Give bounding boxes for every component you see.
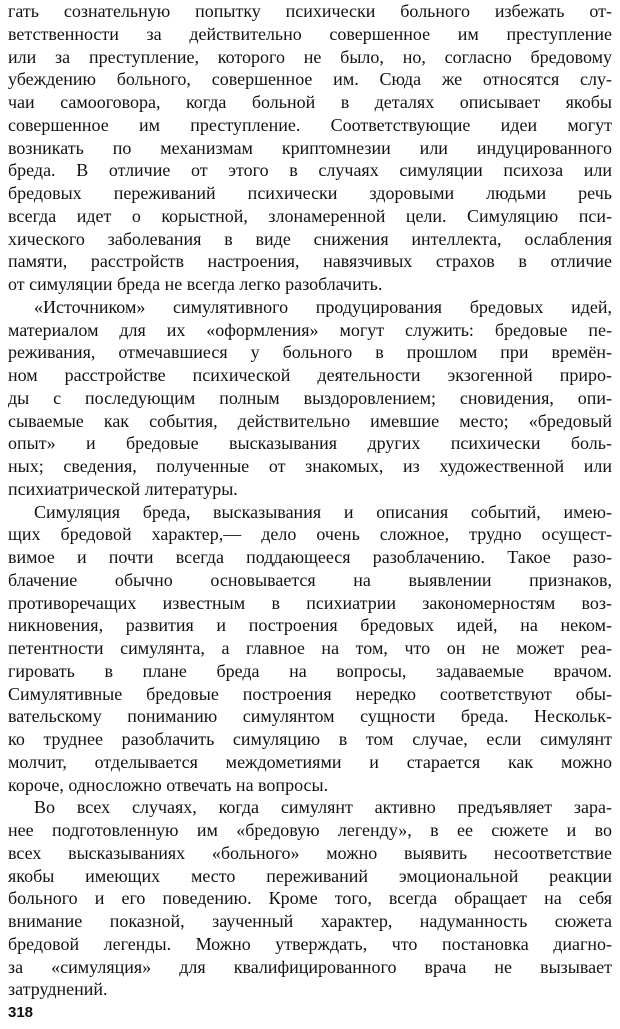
text-line: вательскому пониманию симулянтом сущности бреда. Нескольк- (8, 706, 612, 727)
text-line: вимое и почти всегда поддающееся разоблачению. Такое разо- (8, 547, 612, 567)
text-line: возникать по механизмам криптомнезии или индуцированного (8, 137, 612, 158)
text-line: петентности симулянта, а главное на том, что он не может реа- (8, 638, 612, 658)
text-line: бредовой легенды. Можно утверждать, что постановка диагно- (8, 933, 612, 954)
paragraph-first-line: Во всех случаях, когда симулянт активно предъявляет зара- (34, 797, 612, 818)
text-line: короче, односложно отвечать на вопросы. (8, 774, 329, 795)
text-line: ко труднее разоблачить симуляцию в том случае, если симулянт (8, 729, 612, 749)
text-line: за «симуляция» для квалифицированного врача не вызывает (8, 956, 612, 977)
text-line: убеждению больного, совершенное им. Сюда же относятся слу- (8, 69, 612, 90)
text-line: чаи самооговора, когда больной в деталях описывает якобы (8, 92, 612, 112)
text-line: нее подготовленную им «бредовую легенду», в ее сюжете и во (8, 820, 612, 840)
text-line: ных; сведения, полученные от знакомых, из художественной или (8, 456, 612, 476)
text-line: гать сознательную попытку психически больного избежать от- (8, 1, 612, 21)
text-line: хического заболевания в виде снижения интеллекта, ослабления (8, 228, 612, 249)
text-line: молчит, отделывается междометиями и старается как можно (8, 751, 612, 772)
text-line: опыт» и бредовые высказывания других психически боль- (8, 433, 612, 454)
text-line: Симулятивные бредовые построения нередко соответствуют обы- (8, 683, 612, 704)
paragraph-first-line: Симуляция бреда, высказывания и описания событий, имею- (34, 501, 612, 522)
text-line: затруднений. (8, 979, 108, 1000)
text-line: совершенное им преступление. Соответствующие идеи могут (8, 114, 612, 135)
text-line: якобы имеющих место переживаний эмоциональной реакции (8, 865, 612, 886)
text-line: блачение обычно основывается на выявлении признаков, (8, 569, 612, 590)
text-line: от симуляции бреда не всегда легко разоблачить. (8, 274, 383, 294)
body-text (8, 0, 612, 1001)
text-line: бреда. В отличие от этого в случаях симуляции психоза или (8, 160, 612, 181)
text-line: или за преступление, которого не было, но, согласно бредовому (8, 46, 612, 67)
text-line: материалом для их «оформления» могут служить: бредовые пе- (8, 319, 612, 340)
text-line: реживания, отмечавшиеся у больного в прошлом при времён- (8, 342, 612, 363)
text-line: никновения, развития и построения бредовых идей, на неком- (8, 615, 612, 636)
text-line: ном расстройстве психической деятельности экзогенной приро- (8, 365, 612, 385)
text-line: противоречащих известным в психиатрии закономерностям воз- (8, 592, 612, 613)
text-line: всегда идет о корыстной, злонамеренной цели. Симуляцию пси- (8, 205, 612, 226)
book-page (8, 0, 612, 1029)
text-line: бредовых переживаний психически здоровыми людьми речь (8, 183, 612, 203)
text-line: гировать в плане бреда на вопросы, задаваемые врачом. (8, 660, 612, 681)
text-line: ветственности за действительно совершенное им преступление (8, 23, 612, 44)
paragraph-first-line: «Источником» симулятивного продуцирования бредовых идей, (34, 296, 612, 317)
page-number: 318 (8, 1004, 34, 1021)
text-line: сываемые как события, действительно имевшие место; «бредовый (8, 410, 612, 431)
text-line: внимание показной, заученный характер, надуманность сюжета (8, 911, 612, 931)
text-line: памяти, расстройств настроения, навязчивых страхов в отличие (8, 251, 612, 272)
text-line: больного и его поведению. Кроме того, всегда обращает на себя (8, 888, 612, 909)
text-line: щих бредовой характер,— дело очень сложное, трудно осущест- (8, 524, 612, 545)
text-line: всех высказываниях «больного» можно выявить несоответствие (8, 842, 612, 863)
text-line: психиатрической литературы. (8, 478, 238, 499)
text-line: ды с последующим полным выздоровлением; сновидения, опи- (8, 387, 612, 408)
